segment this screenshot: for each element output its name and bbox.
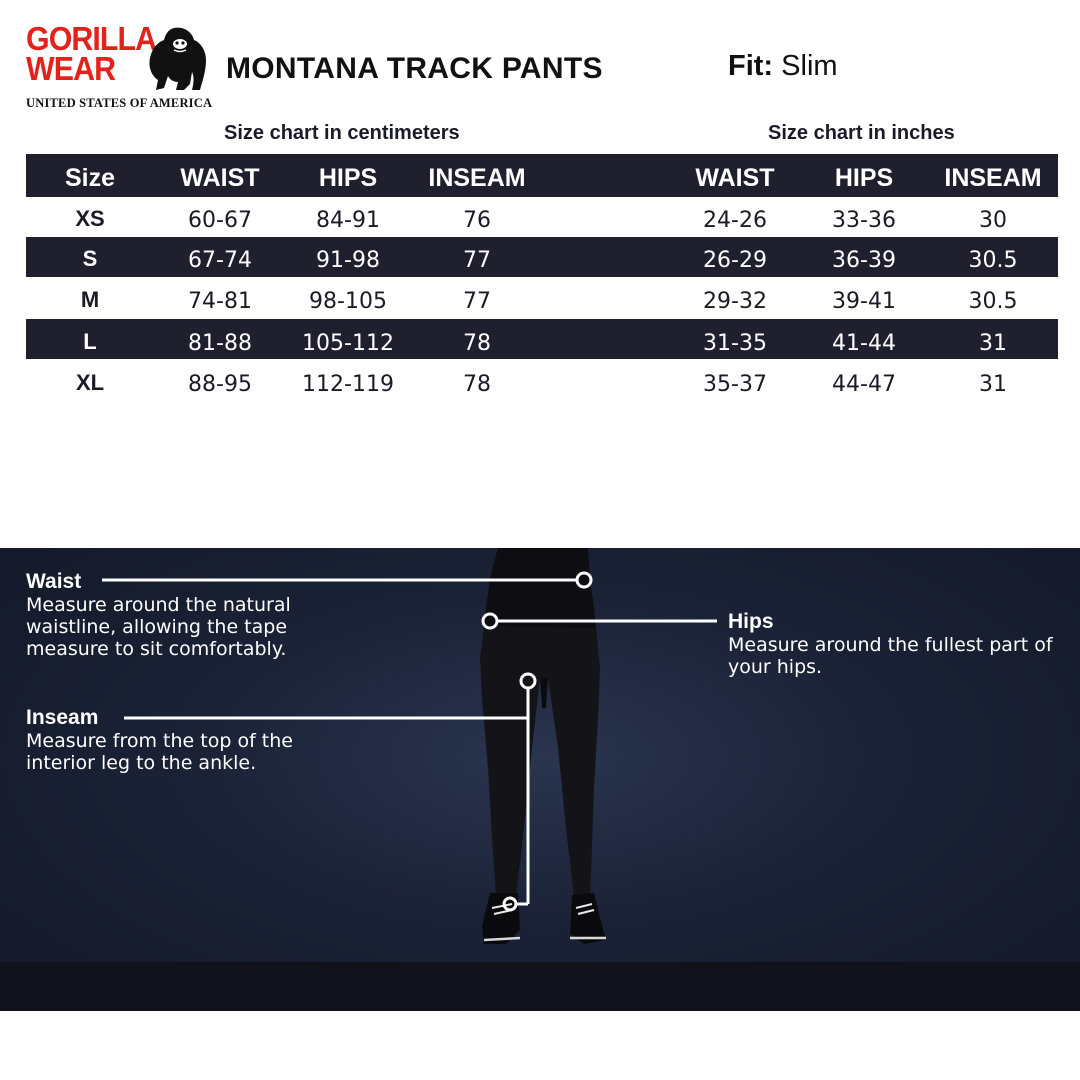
size-cell: S bbox=[82, 246, 98, 271]
header-in-hips: HIPS bbox=[834, 164, 894, 192]
cm-hips-cell: 112-119 bbox=[302, 372, 394, 397]
brand-wordmark bbox=[26, 20, 157, 87]
in-inseam-cell: 31 bbox=[979, 372, 1007, 397]
hips-instruction bbox=[728, 610, 1053, 678]
gorilla-icon bbox=[144, 24, 208, 94]
header-cm-hips: HIPS bbox=[318, 164, 378, 192]
in-hips-cell: 39-41 bbox=[832, 289, 896, 314]
brand-logo bbox=[26, 20, 216, 114]
size-cell: M bbox=[80, 287, 100, 312]
brand-line-2: WEAR bbox=[26, 50, 116, 87]
waist-title: Waist bbox=[26, 570, 82, 593]
in-hips-cell: 33-36 bbox=[832, 208, 896, 233]
cm-waist-cell: 60-67 bbox=[188, 208, 252, 233]
cm-hips-cell: 91-98 bbox=[316, 248, 380, 273]
in-inseam-cell: 30.5 bbox=[968, 248, 1018, 273]
waist-desc-line-2: waistline, allowing the tape bbox=[26, 616, 288, 638]
inseam-desc-line-1: Measure from the top of the bbox=[26, 730, 293, 752]
cm-waist-cell: 67-74 bbox=[188, 248, 252, 273]
in-waist-cell: 26-29 bbox=[703, 248, 767, 273]
in-hips-cell: 36-39 bbox=[832, 248, 896, 273]
cm-hips-cell: 98-105 bbox=[309, 289, 387, 314]
cm-inseam-cell: 77 bbox=[463, 289, 491, 314]
inseam-instruction bbox=[26, 706, 293, 774]
inseam-title: Inseam bbox=[26, 706, 99, 729]
cm-hips-cell: 105-112 bbox=[302, 331, 394, 356]
waist-desc-line-3: measure to sit comfortably. bbox=[26, 638, 287, 660]
header-size: Size bbox=[64, 164, 116, 192]
size-cell: XL bbox=[75, 370, 105, 395]
fit-label: Fit: bbox=[728, 50, 774, 82]
hips-desc-line-2: your hips. bbox=[728, 656, 823, 678]
in-waist-cell: 31-35 bbox=[703, 331, 767, 356]
size-cell: L bbox=[83, 329, 97, 354]
cm-waist-cell: 74-81 bbox=[188, 289, 252, 314]
brand-subtitle: UNITED STATES OF AMERICA bbox=[26, 96, 213, 110]
waist-instruction bbox=[26, 570, 291, 660]
cm-hips-cell: 84-91 bbox=[316, 208, 380, 233]
in-inseam-cell: 30 bbox=[979, 208, 1007, 233]
in-waist-cell: 29-32 bbox=[703, 289, 767, 314]
product-title: MONTANA TRACK PANTS bbox=[226, 52, 603, 85]
cm-inseam-cell: 78 bbox=[463, 331, 491, 356]
cm-inseam-cell: 76 bbox=[463, 208, 491, 233]
hips-desc-line-1: Measure around the fullest part of bbox=[728, 634, 1053, 656]
in-inseam-cell: 31 bbox=[979, 331, 1007, 356]
in-waist-cell: 35-37 bbox=[703, 372, 767, 397]
in-inseam-cell: 30.5 bbox=[968, 289, 1018, 314]
in-hips-cell: 41-44 bbox=[832, 331, 896, 356]
cm-inseam-cell: 77 bbox=[463, 248, 491, 273]
header-cm-inseam: INSEAM bbox=[428, 164, 526, 192]
size-cell: XS bbox=[75, 206, 105, 231]
cm-table-caption: Size chart in centimeters bbox=[224, 122, 460, 144]
cm-inseam-cell: 78 bbox=[463, 372, 491, 397]
brand-line-1: GORILLA bbox=[26, 20, 157, 57]
in-waist-cell: 24-26 bbox=[703, 208, 767, 233]
waist-desc-line-1: Measure around the natural bbox=[26, 594, 291, 616]
header-in-inseam: INSEAM bbox=[944, 164, 1042, 192]
in-hips-cell: 44-47 bbox=[832, 372, 896, 397]
inseam-desc-line-2: interior leg to the ankle. bbox=[26, 752, 257, 774]
hips-title: Hips bbox=[728, 610, 774, 633]
inch-table-caption: Size chart in inches bbox=[768, 122, 955, 144]
header-in-waist: WAIST bbox=[695, 164, 775, 192]
fit-info bbox=[728, 50, 838, 83]
cm-waist-cell: 81-88 bbox=[188, 331, 252, 356]
header-cm-waist: WAIST bbox=[180, 164, 260, 192]
fit-value: Slim bbox=[781, 50, 838, 82]
cm-waist-cell: 88-95 bbox=[188, 372, 252, 397]
